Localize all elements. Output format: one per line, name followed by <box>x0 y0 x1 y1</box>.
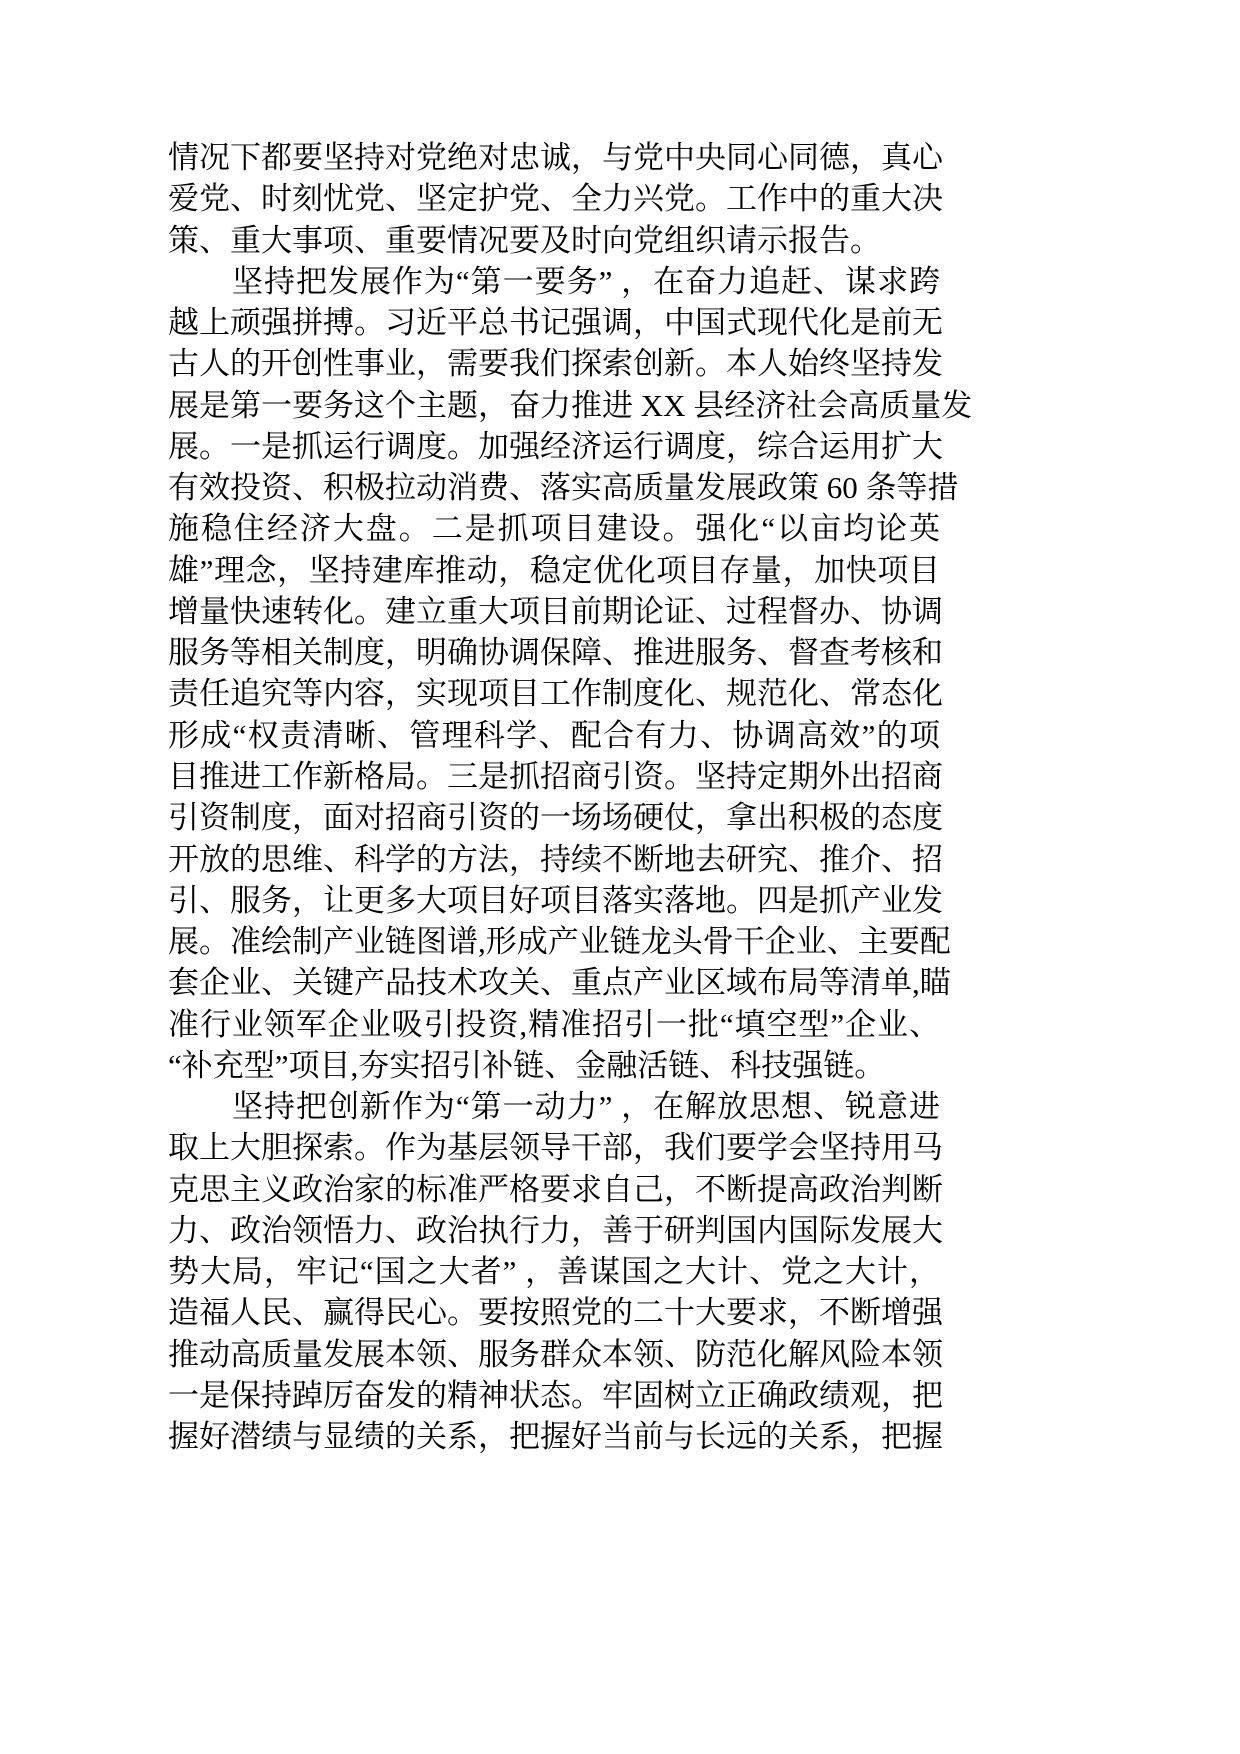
text-line: 目推进工作新格局。三是抓招商引资。坚持定期外出招商 <box>168 758 943 794</box>
text-line: 古人的开创性事业，需要我们探索创新。本人始终坚持发 <box>168 346 943 382</box>
text-line: 开放的思维、科学的方法，持续不断地去研究、推介、招 <box>168 841 943 877</box>
text-line: “补充型”项目,夯实招引补链、金融活链、科技强链。 <box>168 1047 886 1083</box>
paragraph <box>168 261 973 1086</box>
text-line: 展。一是抓运行调度。加强经济运行调度，综合运用扩大 <box>168 428 943 464</box>
text-line: 增量快速转化。建立重大项目前期论证、过程督办、协调 <box>168 593 943 629</box>
text-line: 策、重大事项、重要情况要及时向党组织请示报告。 <box>168 222 881 258</box>
text-line: 服务等相关制度，明确协调保障、推进服务、督查考核和 <box>168 635 943 671</box>
text-line: 爱党、时刻忧党、坚定护党、全力兴党。工作中的重大决 <box>168 181 943 217</box>
paragraph <box>168 137 943 261</box>
text-line: 推动高质量发展本领、服务群众本领、防范化解风险本领 <box>168 1336 943 1372</box>
text-line: 引、服务，让更多大项目好项目落实落地。四是抓产业发 <box>168 882 943 918</box>
text-line: 一是保持踔厉奋发的精神状态。牢固树立正确政绩观，把 <box>168 1377 943 1413</box>
text-line: 形成“权责清晰、管理科学、配合有力、协调高效”的项 <box>168 717 940 753</box>
text-line: 有效投资、积极拉动消费、落实高质量发展政策 60 条等措 <box>168 470 959 506</box>
text-line: 坚持把发展作为“第一要务” ，在奋力追赶、谋求跨 <box>232 263 940 299</box>
text-line: 克思主义政治家的标准严格要求自己，不断提高政治判断 <box>168 1171 943 1207</box>
document-body <box>168 137 973 1458</box>
text-line: 责任追究等内容，实现项目工作制度化、规范化、常态化 <box>168 676 943 712</box>
text-line: 施稳住经济大盘。二是抓项目建设。强化“以亩均论英 <box>168 511 940 547</box>
text-line: 力、政治领悟力、政治执行力，善于研判国内国际发展大 <box>168 1212 943 1248</box>
text-line: 套企业、关键产品技术攻关、重点产业区域布局等清单,瞄 <box>168 965 951 1001</box>
text-line: 势大局，牢记“国之大者” ，善谋国之大计、党之大计， <box>168 1254 940 1290</box>
text-line: 坚持把创新作为“第一动力” ，在解放思想、锐意进 <box>232 1089 940 1125</box>
text-line: 越上顽强拼搏。习近平总书记强调，中国式现代化是前无 <box>168 305 943 341</box>
text-line: 情况下都要坚持对党绝对忠诚，与党中央同心同德，真心 <box>168 140 943 175</box>
paragraph <box>168 1086 943 1457</box>
text-line: 引资制度，面对招商引资的一场场硬仗，拿出积极的态度 <box>168 800 943 836</box>
text-line: 展是第一要务这个主题，奋力推进 XX 县经济社会高质量发 <box>168 387 973 423</box>
text-line: 握好潜绩与显绩的关系，把握好当前与长远的关系，把握 <box>168 1419 943 1455</box>
text-line: 准行业领军企业吸引投资,精准招引一批“填空型”企业、 <box>168 1006 940 1042</box>
text-line: 造福人民、赢得民心。要按照党的二十大要求，不断增强 <box>168 1295 943 1331</box>
text-line: 展。准绘制产业链图谱,形成产业链龙头骨干企业、主要配 <box>168 924 951 960</box>
text-line: 取上大胆探索。作为基层领导干部，我们要学会坚持用马 <box>168 1130 943 1166</box>
text-line: 雄”理念，坚持建库推动，稳定优化项目存量，加快项目 <box>168 552 940 588</box>
